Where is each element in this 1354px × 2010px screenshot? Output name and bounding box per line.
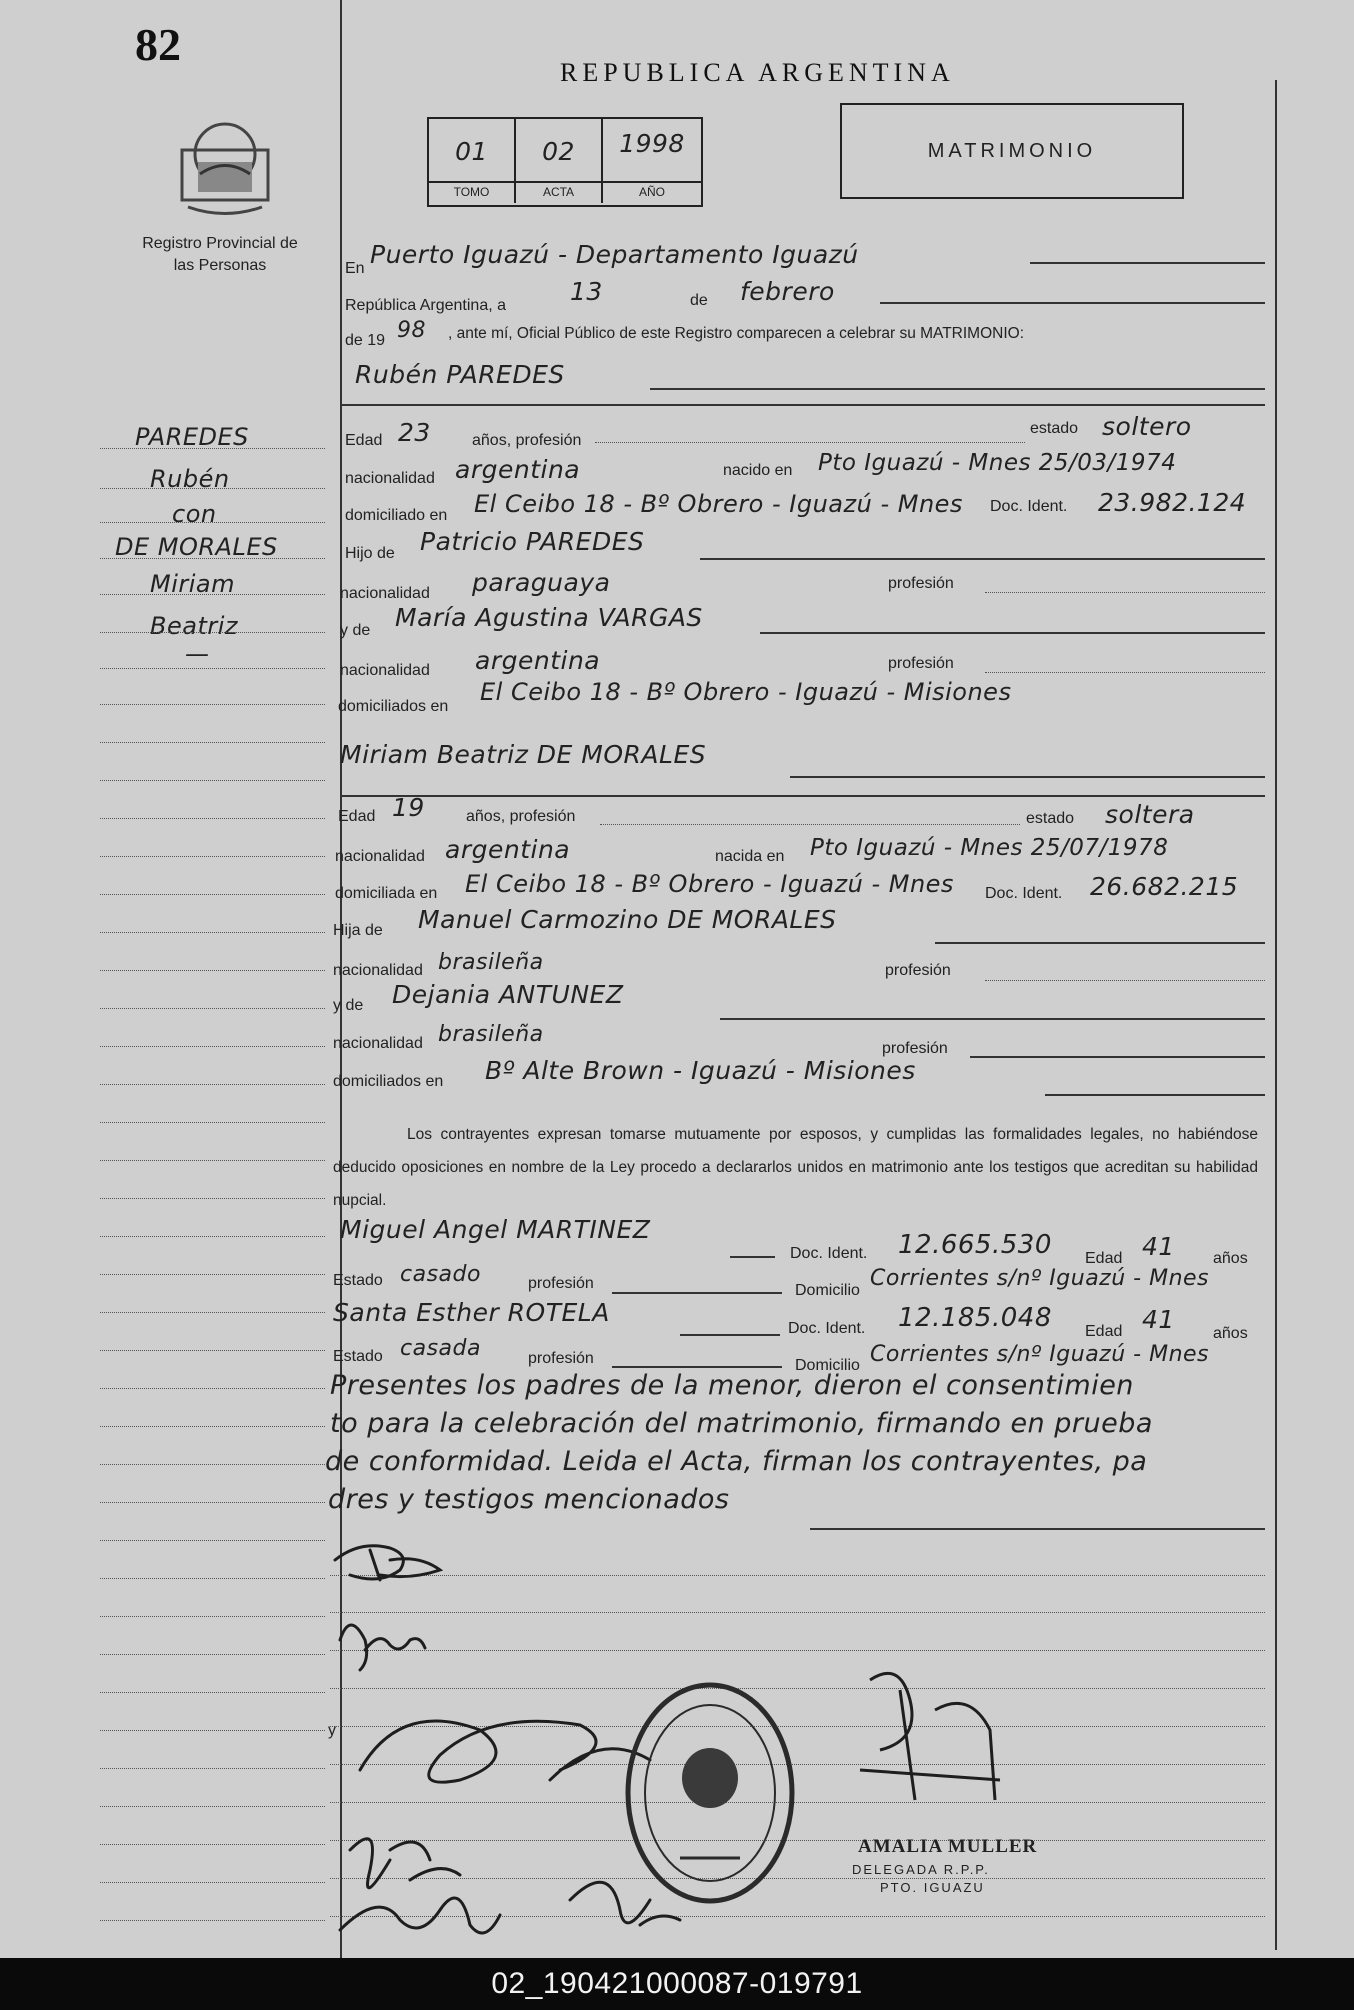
acta-label: ACTA [542, 185, 575, 199]
bride-doc: 26.682.215 [1090, 872, 1239, 901]
witness2-edad-label: Edad [1085, 1323, 1123, 1340]
bride-parents-address: Bº Alte Brown - Iguazú - Misiones [485, 1056, 916, 1085]
bride-estado: soltera [1105, 800, 1195, 829]
registrar-name: AMALIA MULLER [858, 1836, 1038, 1857]
witness1-estado: casado [400, 1262, 481, 1287]
margin-note: DE MORALES [115, 533, 278, 561]
registry-name: Registro Provincial de las Personas [142, 235, 298, 274]
groom-estado: soltero [1102, 412, 1192, 441]
year-short: 98 [397, 318, 426, 343]
place-label: En [345, 260, 365, 277]
witness2-age: 41 [1142, 1305, 1175, 1334]
groom-birth: Pto Iguazú - Mnes 25/03/1974 [818, 450, 1177, 476]
witness1-anos-label: años [1213, 1250, 1248, 1267]
witness1-doc: 12.665.530 [898, 1230, 1052, 1260]
witness1-estado-label: Estado [333, 1272, 383, 1289]
witness1-prof-label: profesión [528, 1275, 594, 1292]
tomo-value: 01 [455, 137, 488, 166]
observation-line: to para la celebración del matrimonio, firmando en prueba [330, 1408, 1153, 1439]
registrar-place: PTO. IGUAZU [880, 1880, 985, 1895]
bride-parents-dom-label: domiciliados en [333, 1073, 444, 1090]
bride-doc-label: Doc. Ident. [985, 885, 1063, 902]
footer-file-id: 02_190421000087-019791 [0, 1958, 1354, 2010]
bride-mother-nac-label: nacionalidad [333, 1035, 423, 1052]
groom-birth-label: nacido en [723, 462, 793, 479]
groom-mother-prof-label: profesión [888, 655, 954, 672]
margin-note: Miriam [150, 570, 235, 598]
bride-father-nac-label: nacionalidad [333, 962, 423, 979]
intro-text: , ante mí, Oficial Público de este Registro comparecen a celebrar su MATRIMONIO: [448, 325, 1025, 342]
groom-father-nac-label: nacionalidad [340, 585, 430, 602]
bride-birth-label: nacida en [715, 848, 785, 865]
margin-note: con [172, 500, 217, 528]
groom-mother-nationality: argentina [475, 646, 601, 675]
margin-note: — [185, 640, 210, 668]
witness2-doc-label: Doc. Ident. [788, 1320, 866, 1337]
witness1-dom-label: Domicilio [795, 1282, 860, 1299]
observation-line: dres y testigos mencionados [328, 1484, 730, 1515]
country-label: República Argentina, a [345, 297, 506, 314]
observation-line: de conformidad. Leida el Acta, firman los contrayentes, pa [325, 1446, 1148, 1477]
groom-doc: 23.982.124 [1098, 488, 1247, 517]
groom-nac-label: nacionalidad [345, 470, 435, 487]
place-value: Puerto Iguazú - Departamento Iguazú [370, 240, 859, 269]
groom-mother-label: y de [340, 622, 371, 639]
bride-mother-nationality: brasileña [438, 1022, 544, 1047]
witness1-edad-label: Edad [1085, 1250, 1123, 1267]
bride-nationality: argentina [445, 835, 571, 864]
day-value: 13 [570, 277, 603, 306]
bride-father-label: Hija de [333, 922, 383, 939]
declaration-text: Los contrayentes expresan tomarse mutuamente por esposos, y cumplidas las formalidades legales, no habiéndose deducido oposiciones en nombre de la Ley procedo a declararlos unidos en matrimonio ante los testigos que acreditan su habilidad nupcial. [333, 1126, 1258, 1209]
witness2-dom-label: Domicilio [795, 1357, 860, 1374]
groom-name: Rubén PAREDES [355, 360, 565, 389]
witness1-name: Miguel Angel MARTINEZ [340, 1215, 651, 1244]
groom-father: Patricio PAREDES [420, 527, 645, 556]
groom-father-label: Hijo de [345, 545, 395, 562]
witness2-anos-label: años [1213, 1325, 1248, 1342]
witness2-doc: 12.185.048 [898, 1303, 1052, 1333]
year-prefix: de 19 [345, 332, 386, 349]
margin-note: PAREDES [135, 423, 249, 451]
groom-dom-label: domiciliado en [345, 507, 448, 524]
bride-mother-label: y de [333, 997, 364, 1014]
witness1-address: Corrientes s/nº Iguazú - Mnes [870, 1266, 1210, 1291]
registrar-title: DELEGADA R.P.P. [852, 1862, 990, 1877]
bride-address: El Ceibo 18 - Bº Obrero - Iguazú - Mnes [465, 870, 954, 898]
groom-father-prof-label: profesión [888, 575, 954, 592]
groom-parents-address: El Ceibo 18 - Bº Obrero - Iguazú - Misiones [480, 678, 1012, 706]
year-value: 1998 [619, 129, 685, 158]
groom-parents-dom-label: domiciliados en [338, 698, 449, 715]
bride-father-nationality: brasileña [438, 950, 544, 975]
month-value: febrero [740, 277, 835, 306]
bride-dom-label: domiciliada en [335, 885, 438, 902]
groom-nationality: argentina [455, 455, 581, 484]
groom-father-nationality: paraguaya [472, 568, 611, 597]
witness1-doc-label: Doc. Ident. [790, 1245, 868, 1262]
record-ref-box [427, 117, 703, 207]
groom-anos-label: años, profesión [472, 432, 582, 449]
margin-note: Beatriz [150, 612, 238, 640]
registrar-signature-icon [840, 1660, 1020, 1820]
bride-name: Miriam Beatriz DE MORALES [340, 740, 707, 769]
witness2-estado-label: Estado [333, 1348, 383, 1365]
witness2-estado: casada [400, 1336, 481, 1361]
observation-line: Presentes los padres de la menor, dieron el consentimien [330, 1370, 1134, 1401]
bride-edad-label: Edad [338, 808, 376, 825]
bride-estado-label: estado [1026, 810, 1075, 827]
groom-edad-label: Edad [345, 432, 383, 449]
groom-mother: María Agustina VARGAS [395, 603, 703, 632]
tomo-label: TOMO [453, 185, 490, 199]
bride-nac-label: nacionalidad [335, 848, 425, 865]
groom-age: 23 [398, 418, 431, 447]
groom-mother-nac-label: nacionalidad [340, 662, 430, 679]
bride-father: Manuel Carmozino DE MORALES [418, 905, 837, 934]
bride-birth: Pto Iguazú - Mnes 25/07/1978 [810, 835, 1169, 861]
bride-anos-label: años, profesión [466, 808, 576, 825]
margin-note: Rubén [150, 465, 230, 493]
witness1-age: 41 [1142, 1232, 1175, 1261]
groom-estado-label: estado [1030, 420, 1079, 437]
record-type-box [840, 103, 1184, 199]
groom-address: El Ceibo 18 - Bº Obrero - Iguazú - Mnes [474, 490, 963, 518]
page-number: 82 [135, 19, 181, 70]
record-type: MATRIMONIO [927, 139, 1097, 162]
bride-age: 19 [392, 793, 425, 822]
witness2-address: Corrientes s/nº Iguazú - Mnes [870, 1342, 1210, 1367]
groom-doc-label: Doc. Ident. [990, 498, 1068, 515]
acta-value: 02 [542, 137, 575, 166]
official-stamp-icon [620, 1678, 800, 1908]
right-border-line [1275, 80, 1277, 1950]
provincial-emblem-icon [170, 112, 280, 222]
bride-mother-prof-label: profesión [882, 1040, 948, 1057]
y-label: y [328, 1722, 336, 1739]
country-title: REPUBLICA ARGENTINA [560, 58, 955, 87]
bride-mother: Dejania ANTUNEZ [392, 980, 624, 1009]
bride-father-prof-label: profesión [885, 962, 951, 979]
witness2-name: Santa Esther ROTELA [333, 1298, 610, 1327]
year-label: AÑO [638, 185, 665, 199]
de-label: de [690, 292, 708, 309]
witness2-prof-label: profesión [528, 1350, 594, 1367]
